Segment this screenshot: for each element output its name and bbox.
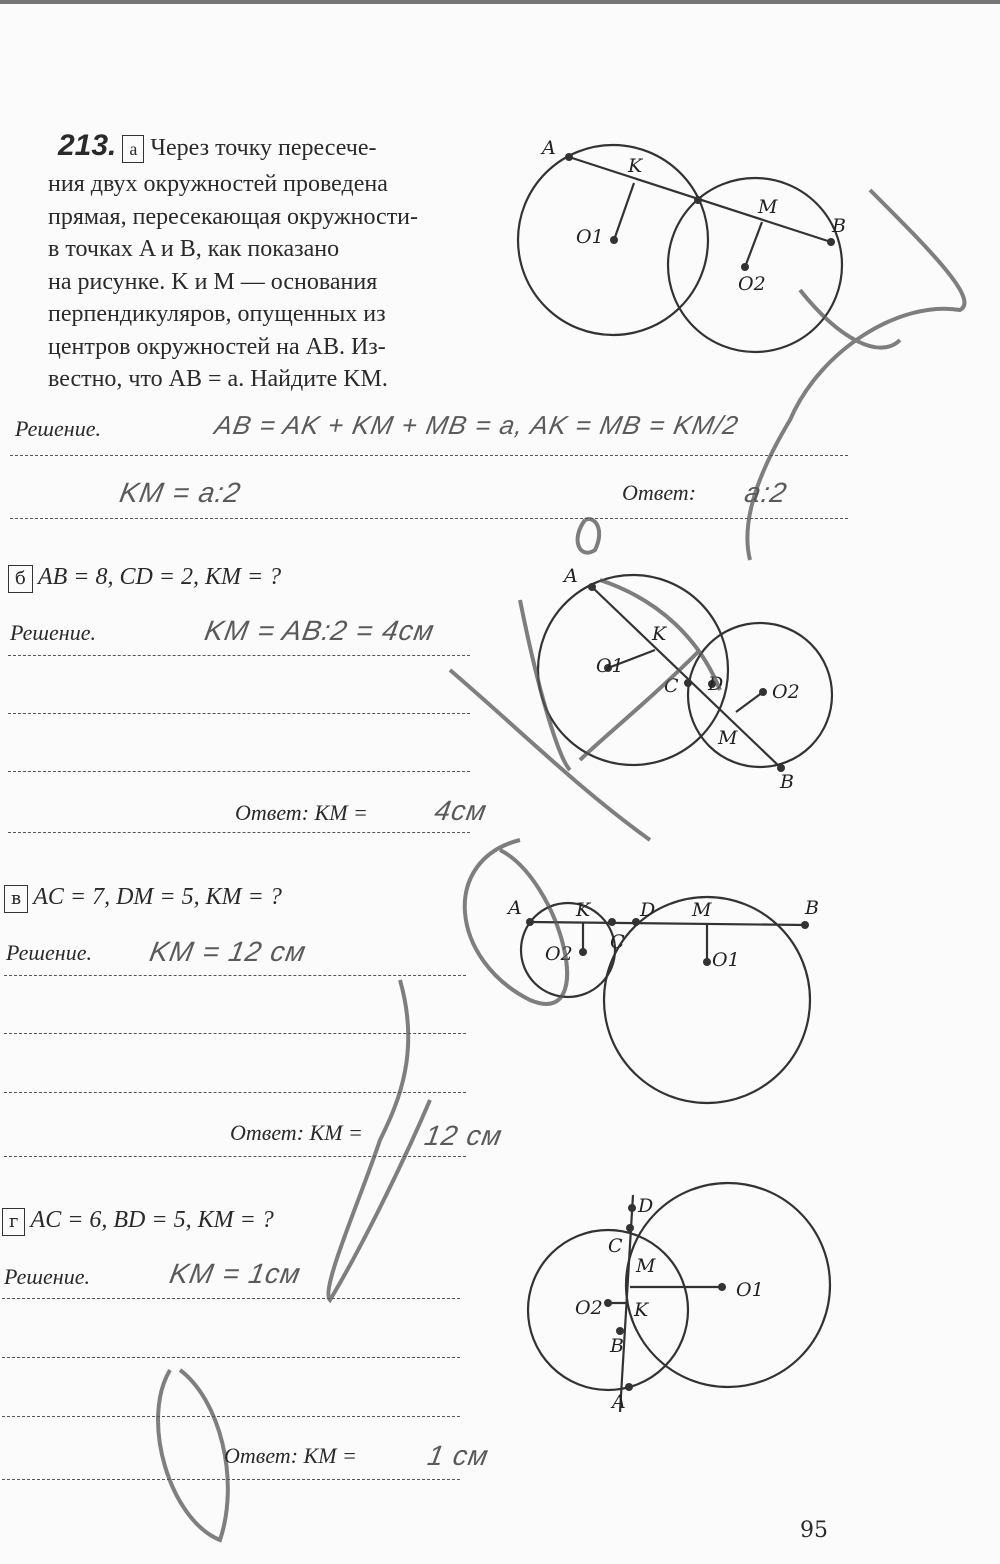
part-b-header xyxy=(8,564,281,593)
text-line: прямая, пересекающая окружности- xyxy=(48,203,419,230)
point-label: A xyxy=(612,1391,626,1413)
point-label: O2 xyxy=(575,1297,603,1319)
point-label: A xyxy=(508,897,522,919)
handwritten-answer: 1 см xyxy=(425,1440,492,1471)
text-line: Через точку пересече- xyxy=(150,135,377,161)
page-number: 95 xyxy=(800,1518,828,1543)
point-label: A xyxy=(542,137,556,159)
condition: AC = 6, BD = 5, KM = ? xyxy=(30,1207,274,1233)
handwritten-solution: KM = 1см xyxy=(167,1258,304,1289)
part-v-header xyxy=(4,884,282,913)
point-label: O1 xyxy=(736,1279,764,1301)
condition: AC = 7, DM = 5, KM = ? xyxy=(33,884,282,910)
point-label: D xyxy=(640,899,656,921)
point-label: C xyxy=(664,675,679,697)
point-label: O1 xyxy=(712,949,740,971)
point-label: K xyxy=(652,623,667,645)
point-label: O1 xyxy=(576,226,604,248)
point-label: O2 xyxy=(738,273,766,295)
point-label: O1 xyxy=(596,655,624,677)
point-label: O2 xyxy=(772,681,800,703)
point-label: M xyxy=(636,1255,656,1277)
text-line: перпендикуляров, опущенных из xyxy=(48,301,386,327)
part-g-header xyxy=(2,1207,274,1236)
handwritten-solution: KM = a:2 xyxy=(117,477,244,508)
point-label: K xyxy=(634,1299,649,1321)
text-line: центров окружностей на AB. Из- xyxy=(48,333,386,360)
solution-label: Решение. xyxy=(10,620,96,645)
part-box-g: г xyxy=(2,1208,25,1236)
point-label: D xyxy=(638,1195,654,1217)
point-label: B xyxy=(805,897,819,919)
part-box-a: а xyxy=(122,135,144,163)
point-label: B xyxy=(832,215,846,237)
point-label: K xyxy=(576,899,591,921)
point-label: M xyxy=(692,899,712,921)
point-label: C xyxy=(610,931,625,953)
handwritten-answer: 4см xyxy=(432,795,490,826)
point-label: B xyxy=(610,1335,624,1357)
handwritten-solution: KM = 12 см xyxy=(147,936,309,967)
text-line: в точках A и B, как показано xyxy=(48,236,340,262)
point-label: O2 xyxy=(545,943,573,965)
answer-label: Ответ: KM = xyxy=(224,1443,357,1468)
answer-label: Ответ: KM = xyxy=(235,800,368,825)
handwritten-solution: KM = AB:2 = 4см xyxy=(202,615,438,646)
answer-label: Ответ: KM = xyxy=(230,1120,363,1145)
text-line: на рисунке. K и M — основания xyxy=(48,268,378,295)
handwritten-answer: 12 см xyxy=(422,1120,505,1151)
problem-number: 213. xyxy=(58,129,117,162)
solution-label: Решение. xyxy=(15,416,101,441)
handwritten-solution: AB = AK + KM + MB = a, AK = MB = KM/2 xyxy=(212,410,742,440)
point-label: K xyxy=(628,155,643,177)
point-label: D xyxy=(708,673,724,695)
point-label: A xyxy=(564,565,578,587)
solution-label: Решение. xyxy=(6,940,92,965)
solution-label: Решение. xyxy=(4,1264,90,1289)
pencil-scribbles xyxy=(158,190,964,1540)
answer-label: Ответ: xyxy=(622,480,697,505)
condition: AB = 8, CD = 2, KM = ? xyxy=(37,564,282,590)
handwritten-answer: a:2 xyxy=(742,477,790,508)
text-line: вестно, что AB = a. Найдите KM. xyxy=(48,366,388,392)
part-box-b: б xyxy=(8,565,33,593)
point-label: M xyxy=(758,196,778,218)
point-label: C xyxy=(608,1235,623,1257)
point-label: M xyxy=(718,727,738,749)
text-line: ния двух окружностей проведена xyxy=(48,171,388,197)
point-label: B xyxy=(780,771,794,793)
part-box-v: в xyxy=(4,885,28,913)
